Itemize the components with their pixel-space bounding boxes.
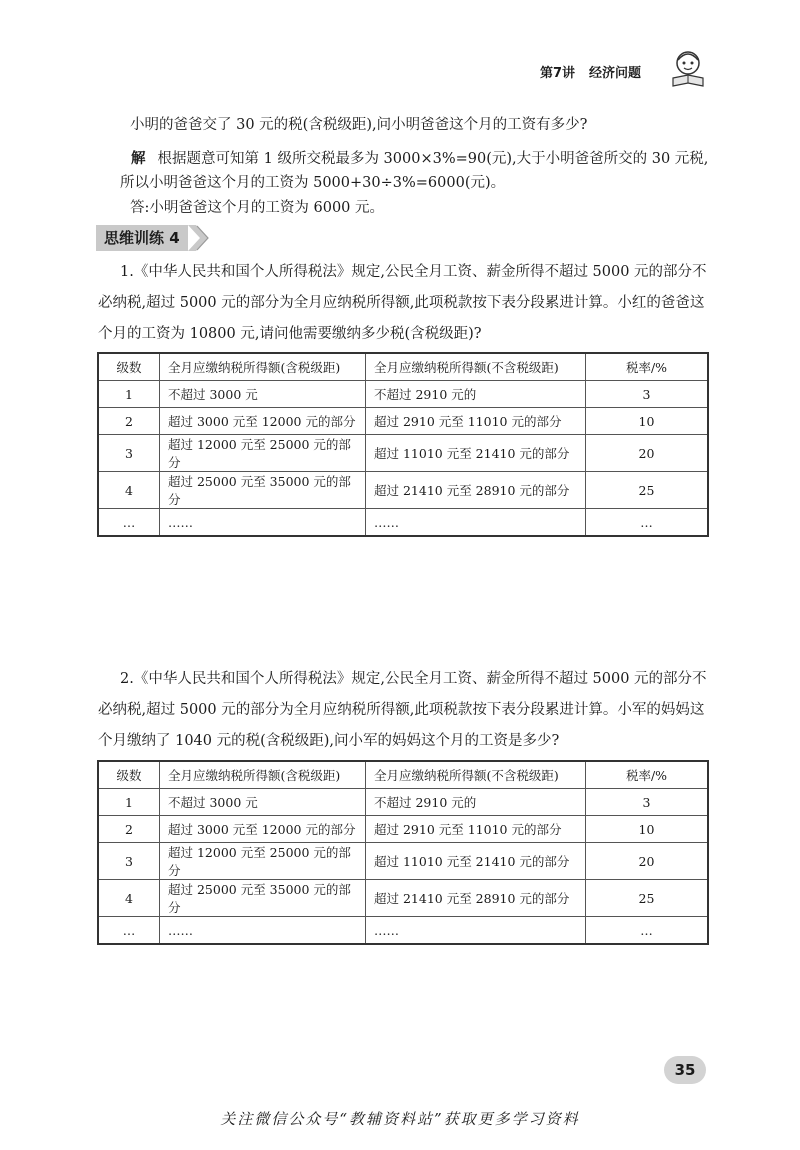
- table-cell: 1: [98, 381, 160, 408]
- table-cell: …: [98, 509, 160, 537]
- table-cell: 4: [98, 472, 160, 509]
- table-cell: 超过 12000 元至 25000 元的部分: [160, 435, 366, 472]
- reading-child-icon: [668, 48, 708, 88]
- chapter-label: 第7讲: [540, 66, 576, 81]
- table-cell: 3: [586, 789, 709, 816]
- page-number: 35: [664, 1056, 706, 1084]
- table-header-row: [98, 761, 708, 789]
- header-cell: 级数: [98, 353, 160, 381]
- table-cell: ……: [366, 917, 586, 945]
- table-row: [98, 381, 708, 408]
- table-cell: 10: [586, 408, 709, 435]
- table-cell: 超过 12000 元至 25000 元的部分: [160, 843, 366, 880]
- table-row: [98, 789, 708, 816]
- table-row: [98, 509, 708, 537]
- header-cell: 级数: [98, 761, 160, 789]
- table-row: [98, 408, 708, 435]
- example-answer: 答:小明爸爸这个月的工资为 6000 元。: [130, 200, 385, 216]
- table-header-row: [98, 353, 708, 381]
- table-row: [98, 843, 708, 880]
- table-cell: ……: [160, 917, 366, 945]
- header-cell: 全月应缴纳税所得额(不含税级距): [366, 761, 586, 789]
- table-cell: 3: [586, 381, 709, 408]
- arrow-tab-icon: [188, 225, 210, 251]
- example-question: 小明的爸爸交了 30 元的税(含税级距),问小明爸爸这个月的工资有多少?: [130, 117, 588, 133]
- header-cell: 税率/%: [586, 353, 709, 381]
- table-cell: 超过 25000 元至 35000 元的部分: [160, 880, 366, 917]
- tax-table-1: [97, 352, 709, 537]
- table-cell: 不超过 2910 元的: [366, 381, 586, 408]
- training-heading: [96, 225, 210, 251]
- page-header: [540, 62, 641, 81]
- table-cell: 不超过 2910 元的: [366, 789, 586, 816]
- table-cell: 超过 11010 元至 21410 元的部分: [366, 843, 586, 880]
- table-cell: 10: [586, 816, 709, 843]
- training-title: 思维训练 4: [96, 225, 188, 251]
- tax-table-2: [97, 760, 709, 945]
- table-cell: 超过 3000 元至 12000 元的部分: [160, 816, 366, 843]
- footer-note: 关注微信公众号“教辅资料站”获取更多学习资料: [220, 1110, 580, 1128]
- table-cell: 超过 21410 元至 28910 元的部分: [366, 472, 586, 509]
- header-cell: 全月应缴纳税所得额(含税级距): [160, 761, 366, 789]
- table-row: [98, 472, 708, 509]
- table-cell: 20: [586, 843, 709, 880]
- table-cell: 3: [98, 435, 160, 472]
- header-cell: 税率/%: [586, 761, 709, 789]
- table-cell: 超过 2910 元至 11010 元的部分: [366, 816, 586, 843]
- table-cell: 2: [98, 408, 160, 435]
- header-cell: 全月应缴纳税所得额(含税级距): [160, 353, 366, 381]
- table-row: [98, 917, 708, 945]
- header-cell: 全月应缴纳税所得额(不含税级距): [366, 353, 586, 381]
- table-row: [98, 435, 708, 472]
- table-cell: …: [586, 509, 709, 537]
- table-cell: 3: [98, 843, 160, 880]
- table-cell: ……: [366, 509, 586, 537]
- table-cell: …: [98, 917, 160, 945]
- table-cell: 20: [586, 435, 709, 472]
- table-cell: 4: [98, 880, 160, 917]
- example-solution: [120, 147, 720, 195]
- table-cell: …: [586, 917, 709, 945]
- table-row: [98, 816, 708, 843]
- table-cell: 超过 25000 元至 35000 元的部分: [160, 472, 366, 509]
- table-cell: 不超过 3000 元: [160, 789, 366, 816]
- table-cell: ……: [160, 509, 366, 537]
- table-cell: 超过 11010 元至 21410 元的部分: [366, 435, 586, 472]
- table-row: [98, 880, 708, 917]
- chapter-topic: 经济问题: [589, 66, 642, 81]
- table-cell: 不超过 3000 元: [160, 381, 366, 408]
- solution-label: 解: [131, 151, 146, 167]
- table-cell: 25: [586, 472, 709, 509]
- table-cell: 超过 3000 元至 12000 元的部分: [160, 408, 366, 435]
- problem-1-text: 1.《中华人民共和国个人所得税法》规定,公民全月工资、薪金所得不超过 5000 元的部分不必纳税,超过 5000 元的部分为全月应纳税所得额,此项税款按下表分段累进计算。小红的爸爸这个月的工资为 10800 元,请问他需要缴纳多少税(含税级距)?: [98, 264, 707, 342]
- table-cell: 1: [98, 789, 160, 816]
- table-cell: 超过 21410 元至 28910 元的部分: [366, 880, 586, 917]
- solution-text: 根据题意可知第 1 级所交税最多为 3000×3%=90(元),大于小明爸爸所交的 30 元税,所以小明爸爸这个月的工资为 5000+30÷3%=6000(元)。: [120, 151, 709, 191]
- table-cell: 超过 2910 元至 11010 元的部分: [366, 408, 586, 435]
- table-cell: 25: [586, 880, 709, 917]
- problem-2-text: 2.《中华人民共和国个人所得税法》规定,公民全月工资、薪金所得不超过 5000 元的部分不必纳税,超过 5000 元的部分为全月应纳税所得额,此项税款按下表分段累进计算。小军的妈妈这个月缴纳了 1040 元的税(含税级距),问小军的妈妈这个月的工资是多少?: [98, 671, 707, 749]
- table-cell: 2: [98, 816, 160, 843]
